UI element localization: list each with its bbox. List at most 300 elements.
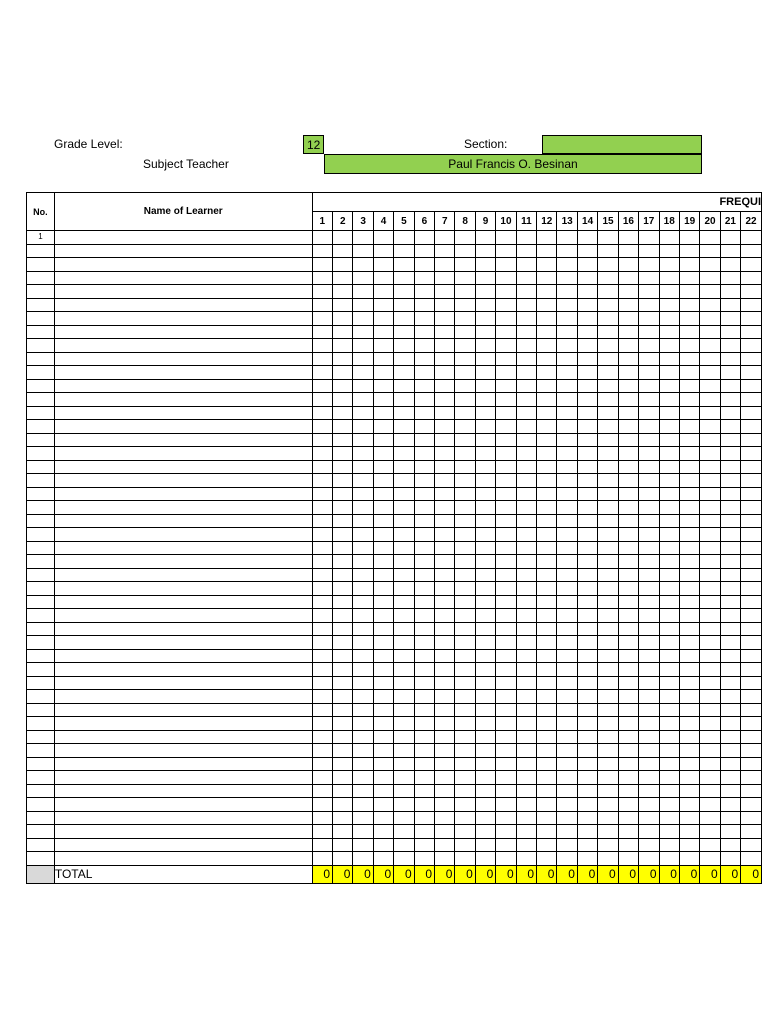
frequency-cell[interactable] <box>679 487 699 501</box>
frequency-cell[interactable] <box>700 487 720 501</box>
frequency-cell[interactable] <box>598 393 618 407</box>
frequency-cell[interactable] <box>353 663 373 677</box>
frequency-cell[interactable] <box>414 609 434 623</box>
frequency-cell[interactable] <box>577 811 597 825</box>
learner-name-cell[interactable] <box>54 811 312 825</box>
frequency-cell[interactable] <box>537 339 557 353</box>
frequency-cell[interactable] <box>639 420 659 434</box>
frequency-cell[interactable] <box>741 690 762 704</box>
frequency-cell[interactable] <box>394 325 414 339</box>
frequency-cell[interactable] <box>659 487 679 501</box>
frequency-cell[interactable] <box>312 285 332 299</box>
frequency-cell[interactable] <box>496 703 516 717</box>
learner-name-cell[interactable] <box>54 744 312 758</box>
frequency-cell[interactable] <box>373 771 393 785</box>
frequency-cell[interactable] <box>435 474 455 488</box>
subject-teacher-field[interactable]: Paul Francis O. Besinan <box>324 154 702 174</box>
frequency-cell[interactable] <box>394 231 414 245</box>
frequency-cell[interactable] <box>414 487 434 501</box>
frequency-cell[interactable] <box>537 514 557 528</box>
frequency-cell[interactable] <box>639 514 659 528</box>
frequency-cell[interactable] <box>741 285 762 299</box>
frequency-cell[interactable] <box>659 258 679 272</box>
frequency-cell[interactable] <box>333 663 353 677</box>
frequency-cell[interactable] <box>639 636 659 650</box>
frequency-cell[interactable] <box>720 244 740 258</box>
frequency-cell[interactable] <box>720 757 740 771</box>
row-number-cell[interactable] <box>27 460 55 474</box>
frequency-cell[interactable] <box>598 649 618 663</box>
frequency-cell[interactable] <box>577 393 597 407</box>
frequency-cell[interactable] <box>720 811 740 825</box>
row-number-cell[interactable] <box>27 649 55 663</box>
frequency-cell[interactable] <box>516 663 536 677</box>
frequency-cell[interactable] <box>741 447 762 461</box>
frequency-cell[interactable] <box>333 838 353 852</box>
frequency-cell[interactable] <box>679 771 699 785</box>
frequency-cell[interactable] <box>700 744 720 758</box>
frequency-cell[interactable] <box>394 474 414 488</box>
frequency-cell[interactable] <box>394 258 414 272</box>
frequency-cell[interactable] <box>557 595 577 609</box>
frequency-cell[interactable] <box>435 555 455 569</box>
frequency-cell[interactable] <box>679 582 699 596</box>
frequency-cell[interactable] <box>475 676 495 690</box>
learner-name-cell[interactable] <box>54 312 312 326</box>
frequency-cell[interactable] <box>516 730 536 744</box>
frequency-cell[interactable] <box>312 568 332 582</box>
frequency-cell[interactable] <box>394 555 414 569</box>
frequency-cell[interactable] <box>394 676 414 690</box>
frequency-cell[interactable] <box>496 244 516 258</box>
frequency-cell[interactable] <box>435 271 455 285</box>
frequency-cell[interactable] <box>679 258 699 272</box>
frequency-cell[interactable] <box>700 555 720 569</box>
frequency-cell[interactable] <box>475 798 495 812</box>
frequency-cell[interactable] <box>659 325 679 339</box>
frequency-cell[interactable] <box>455 703 475 717</box>
frequency-cell[interactable] <box>394 703 414 717</box>
frequency-cell[interactable] <box>496 541 516 555</box>
frequency-cell[interactable] <box>537 730 557 744</box>
frequency-cell[interactable] <box>455 487 475 501</box>
frequency-cell[interactable] <box>455 271 475 285</box>
frequency-cell[interactable] <box>618 771 638 785</box>
frequency-cell[interactable] <box>700 825 720 839</box>
frequency-cell[interactable] <box>537 582 557 596</box>
frequency-cell[interactable] <box>516 703 536 717</box>
frequency-cell[interactable] <box>741 649 762 663</box>
frequency-cell[interactable] <box>537 649 557 663</box>
frequency-cell[interactable] <box>455 312 475 326</box>
row-number-cell[interactable] <box>27 676 55 690</box>
learner-name-cell[interactable] <box>54 271 312 285</box>
frequency-cell[interactable] <box>475 285 495 299</box>
row-number-cell[interactable] <box>27 298 55 312</box>
frequency-cell[interactable] <box>639 258 659 272</box>
frequency-cell[interactable] <box>435 298 455 312</box>
frequency-cell[interactable] <box>679 784 699 798</box>
frequency-cell[interactable] <box>598 609 618 623</box>
frequency-cell[interactable] <box>679 622 699 636</box>
frequency-cell[interactable] <box>496 514 516 528</box>
frequency-cell[interactable] <box>598 636 618 650</box>
frequency-cell[interactable] <box>598 366 618 380</box>
frequency-cell[interactable] <box>618 663 638 677</box>
frequency-cell[interactable] <box>618 784 638 798</box>
frequency-cell[interactable] <box>496 825 516 839</box>
frequency-cell[interactable] <box>537 595 557 609</box>
frequency-cell[interactable] <box>537 285 557 299</box>
frequency-cell[interactable] <box>373 852 393 866</box>
row-number-cell[interactable] <box>27 582 55 596</box>
frequency-cell[interactable] <box>373 393 393 407</box>
frequency-cell[interactable] <box>414 298 434 312</box>
frequency-cell[interactable] <box>598 379 618 393</box>
frequency-cell[interactable] <box>333 487 353 501</box>
frequency-cell[interactable] <box>455 433 475 447</box>
frequency-cell[interactable] <box>353 231 373 245</box>
frequency-cell[interactable] <box>455 406 475 420</box>
frequency-cell[interactable] <box>394 366 414 380</box>
frequency-cell[interactable] <box>741 528 762 542</box>
grade-level-field[interactable]: 12 <box>303 135 324 154</box>
frequency-cell[interactable] <box>537 541 557 555</box>
frequency-cell[interactable] <box>312 541 332 555</box>
frequency-cell[interactable] <box>496 568 516 582</box>
frequency-cell[interactable] <box>373 757 393 771</box>
frequency-cell[interactable] <box>475 447 495 461</box>
frequency-cell[interactable] <box>577 501 597 515</box>
frequency-cell[interactable] <box>475 514 495 528</box>
frequency-cell[interactable] <box>516 312 536 326</box>
frequency-cell[interactable] <box>516 447 536 461</box>
frequency-cell[interactable] <box>312 231 332 245</box>
frequency-cell[interactable] <box>557 757 577 771</box>
frequency-cell[interactable] <box>557 231 577 245</box>
frequency-cell[interactable] <box>700 703 720 717</box>
frequency-cell[interactable] <box>720 231 740 245</box>
frequency-cell[interactable] <box>700 676 720 690</box>
frequency-cell[interactable] <box>496 771 516 785</box>
frequency-cell[interactable] <box>516 568 536 582</box>
frequency-cell[interactable] <box>741 379 762 393</box>
frequency-cell[interactable] <box>659 676 679 690</box>
frequency-cell[interactable] <box>353 825 373 839</box>
frequency-cell[interactable] <box>679 676 699 690</box>
frequency-cell[interactable] <box>394 757 414 771</box>
frequency-cell[interactable] <box>394 636 414 650</box>
frequency-cell[interactable] <box>353 690 373 704</box>
frequency-cell[interactable] <box>516 595 536 609</box>
frequency-cell[interactable] <box>577 622 597 636</box>
frequency-cell[interactable] <box>312 406 332 420</box>
frequency-cell[interactable] <box>455 244 475 258</box>
frequency-cell[interactable] <box>312 717 332 731</box>
frequency-cell[interactable] <box>475 555 495 569</box>
frequency-cell[interactable] <box>414 514 434 528</box>
frequency-cell[interactable] <box>394 771 414 785</box>
frequency-cell[interactable] <box>394 568 414 582</box>
frequency-cell[interactable] <box>333 811 353 825</box>
frequency-cell[interactable] <box>414 730 434 744</box>
frequency-cell[interactable] <box>720 541 740 555</box>
frequency-cell[interactable] <box>639 690 659 704</box>
frequency-cell[interactable] <box>373 568 393 582</box>
frequency-cell[interactable] <box>455 447 475 461</box>
frequency-cell[interactable] <box>455 366 475 380</box>
frequency-cell[interactable] <box>618 528 638 542</box>
frequency-cell[interactable] <box>618 231 638 245</box>
frequency-cell[interactable] <box>455 717 475 731</box>
frequency-cell[interactable] <box>394 595 414 609</box>
frequency-cell[interactable] <box>414 811 434 825</box>
frequency-cell[interactable] <box>435 636 455 650</box>
frequency-cell[interactable] <box>557 258 577 272</box>
frequency-cell[interactable] <box>516 298 536 312</box>
frequency-cell[interactable] <box>741 541 762 555</box>
row-number-cell[interactable] <box>27 433 55 447</box>
frequency-cell[interactable] <box>557 690 577 704</box>
frequency-cell[interactable] <box>639 744 659 758</box>
frequency-cell[interactable] <box>639 663 659 677</box>
frequency-cell[interactable] <box>679 501 699 515</box>
frequency-cell[interactable] <box>741 784 762 798</box>
frequency-cell[interactable] <box>720 784 740 798</box>
frequency-cell[interactable] <box>741 298 762 312</box>
frequency-cell[interactable] <box>414 325 434 339</box>
frequency-cell[interactable] <box>557 541 577 555</box>
frequency-cell[interactable] <box>679 352 699 366</box>
frequency-cell[interactable] <box>475 298 495 312</box>
frequency-cell[interactable] <box>618 339 638 353</box>
frequency-cell[interactable] <box>700 636 720 650</box>
learner-name-cell[interactable] <box>54 298 312 312</box>
frequency-cell[interactable] <box>639 798 659 812</box>
frequency-cell[interactable] <box>741 730 762 744</box>
frequency-cell[interactable] <box>557 406 577 420</box>
frequency-cell[interactable] <box>577 487 597 501</box>
frequency-cell[interactable] <box>598 312 618 326</box>
frequency-cell[interactable] <box>659 460 679 474</box>
frequency-cell[interactable] <box>618 366 638 380</box>
frequency-cell[interactable] <box>496 636 516 650</box>
frequency-cell[interactable] <box>455 298 475 312</box>
frequency-cell[interactable] <box>435 690 455 704</box>
row-number-cell[interactable] <box>27 487 55 501</box>
row-number-cell[interactable] <box>27 501 55 515</box>
frequency-cell[interactable] <box>353 541 373 555</box>
frequency-cell[interactable] <box>353 757 373 771</box>
frequency-cell[interactable] <box>659 285 679 299</box>
frequency-cell[interactable] <box>475 636 495 650</box>
frequency-cell[interactable] <box>455 690 475 704</box>
frequency-cell[interactable] <box>598 271 618 285</box>
frequency-cell[interactable] <box>557 285 577 299</box>
frequency-cell[interactable] <box>496 528 516 542</box>
frequency-cell[interactable] <box>639 447 659 461</box>
frequency-cell[interactable] <box>414 433 434 447</box>
learner-name-cell[interactable] <box>54 609 312 623</box>
frequency-cell[interactable] <box>353 258 373 272</box>
frequency-cell[interactable] <box>700 514 720 528</box>
frequency-cell[interactable] <box>679 568 699 582</box>
frequency-cell[interactable] <box>475 744 495 758</box>
frequency-cell[interactable] <box>312 352 332 366</box>
frequency-cell[interactable] <box>475 339 495 353</box>
frequency-cell[interactable] <box>373 271 393 285</box>
learner-name-cell[interactable] <box>54 852 312 866</box>
frequency-cell[interactable] <box>516 366 536 380</box>
frequency-cell[interactable] <box>312 379 332 393</box>
frequency-cell[interactable] <box>577 568 597 582</box>
frequency-cell[interactable] <box>516 744 536 758</box>
frequency-cell[interactable] <box>557 366 577 380</box>
frequency-cell[interactable] <box>333 420 353 434</box>
frequency-cell[interactable] <box>741 757 762 771</box>
frequency-cell[interactable] <box>496 447 516 461</box>
frequency-cell[interactable] <box>496 474 516 488</box>
frequency-cell[interactable] <box>639 474 659 488</box>
frequency-cell[interactable] <box>414 460 434 474</box>
frequency-cell[interactable] <box>639 649 659 663</box>
learner-name-cell[interactable] <box>54 447 312 461</box>
frequency-cell[interactable] <box>475 622 495 636</box>
frequency-cell[interactable] <box>679 474 699 488</box>
frequency-cell[interactable] <box>557 717 577 731</box>
frequency-cell[interactable] <box>435 757 455 771</box>
frequency-cell[interactable] <box>475 703 495 717</box>
frequency-cell[interactable] <box>557 244 577 258</box>
frequency-cell[interactable] <box>598 568 618 582</box>
frequency-cell[interactable] <box>435 852 455 866</box>
frequency-cell[interactable] <box>455 622 475 636</box>
frequency-cell[interactable] <box>577 474 597 488</box>
frequency-cell[interactable] <box>312 312 332 326</box>
frequency-cell[interactable] <box>373 649 393 663</box>
frequency-cell[interactable] <box>700 582 720 596</box>
frequency-cell[interactable] <box>435 244 455 258</box>
frequency-cell[interactable] <box>516 487 536 501</box>
frequency-cell[interactable] <box>557 298 577 312</box>
frequency-cell[interactable] <box>373 582 393 596</box>
frequency-cell[interactable] <box>557 825 577 839</box>
frequency-cell[interactable] <box>475 501 495 515</box>
frequency-cell[interactable] <box>720 366 740 380</box>
frequency-cell[interactable] <box>414 568 434 582</box>
frequency-cell[interactable] <box>618 514 638 528</box>
frequency-cell[interactable] <box>700 285 720 299</box>
frequency-cell[interactable] <box>679 285 699 299</box>
frequency-cell[interactable] <box>353 433 373 447</box>
frequency-cell[interactable] <box>557 339 577 353</box>
frequency-cell[interactable] <box>394 420 414 434</box>
frequency-cell[interactable] <box>598 325 618 339</box>
frequency-cell[interactable] <box>618 474 638 488</box>
frequency-cell[interactable] <box>414 744 434 758</box>
frequency-cell[interactable] <box>659 447 679 461</box>
row-number-cell[interactable] <box>27 406 55 420</box>
frequency-cell[interactable] <box>312 460 332 474</box>
frequency-cell[interactable] <box>373 244 393 258</box>
frequency-cell[interactable] <box>435 784 455 798</box>
frequency-cell[interactable] <box>700 447 720 461</box>
frequency-cell[interactable] <box>598 663 618 677</box>
frequency-cell[interactable] <box>537 568 557 582</box>
frequency-cell[interactable] <box>496 852 516 866</box>
row-number-cell[interactable] <box>27 609 55 623</box>
frequency-cell[interactable] <box>679 460 699 474</box>
frequency-cell[interactable] <box>537 420 557 434</box>
frequency-cell[interactable] <box>741 231 762 245</box>
frequency-cell[interactable] <box>394 487 414 501</box>
frequency-cell[interactable] <box>435 528 455 542</box>
frequency-cell[interactable] <box>577 339 597 353</box>
learner-name-cell[interactable] <box>54 393 312 407</box>
frequency-cell[interactable] <box>557 474 577 488</box>
frequency-cell[interactable] <box>679 717 699 731</box>
frequency-cell[interactable] <box>700 258 720 272</box>
frequency-cell[interactable] <box>353 420 373 434</box>
frequency-cell[interactable] <box>394 339 414 353</box>
frequency-cell[interactable] <box>679 555 699 569</box>
frequency-cell[interactable] <box>598 582 618 596</box>
frequency-cell[interactable] <box>333 258 353 272</box>
frequency-cell[interactable] <box>537 744 557 758</box>
frequency-cell[interactable] <box>679 312 699 326</box>
frequency-cell[interactable] <box>475 568 495 582</box>
frequency-cell[interactable] <box>598 703 618 717</box>
frequency-cell[interactable] <box>639 298 659 312</box>
frequency-cell[interactable] <box>496 258 516 272</box>
frequency-cell[interactable] <box>516 784 536 798</box>
frequency-cell[interactable] <box>414 528 434 542</box>
frequency-cell[interactable] <box>639 541 659 555</box>
frequency-cell[interactable] <box>333 636 353 650</box>
frequency-cell[interactable] <box>537 406 557 420</box>
frequency-cell[interactable] <box>598 528 618 542</box>
frequency-cell[interactable] <box>475 393 495 407</box>
frequency-cell[interactable] <box>516 609 536 623</box>
frequency-cell[interactable] <box>639 717 659 731</box>
frequency-cell[interactable] <box>557 501 577 515</box>
frequency-cell[interactable] <box>475 663 495 677</box>
frequency-cell[interactable] <box>639 528 659 542</box>
frequency-cell[interactable] <box>557 352 577 366</box>
frequency-cell[interactable] <box>537 663 557 677</box>
frequency-cell[interactable] <box>679 271 699 285</box>
frequency-cell[interactable] <box>700 690 720 704</box>
frequency-cell[interactable] <box>496 663 516 677</box>
frequency-cell[interactable] <box>414 231 434 245</box>
frequency-cell[interactable] <box>353 325 373 339</box>
frequency-cell[interactable] <box>353 447 373 461</box>
frequency-cell[interactable] <box>435 514 455 528</box>
frequency-cell[interactable] <box>741 501 762 515</box>
frequency-cell[interactable] <box>639 379 659 393</box>
frequency-cell[interactable] <box>557 784 577 798</box>
frequency-cell[interactable] <box>618 649 638 663</box>
frequency-cell[interactable] <box>720 433 740 447</box>
frequency-cell[interactable] <box>496 501 516 515</box>
frequency-cell[interactable] <box>435 406 455 420</box>
frequency-cell[interactable] <box>373 474 393 488</box>
frequency-cell[interactable] <box>516 811 536 825</box>
frequency-cell[interactable] <box>741 339 762 353</box>
frequency-cell[interactable] <box>700 420 720 434</box>
frequency-cell[interactable] <box>435 825 455 839</box>
frequency-cell[interactable] <box>598 757 618 771</box>
